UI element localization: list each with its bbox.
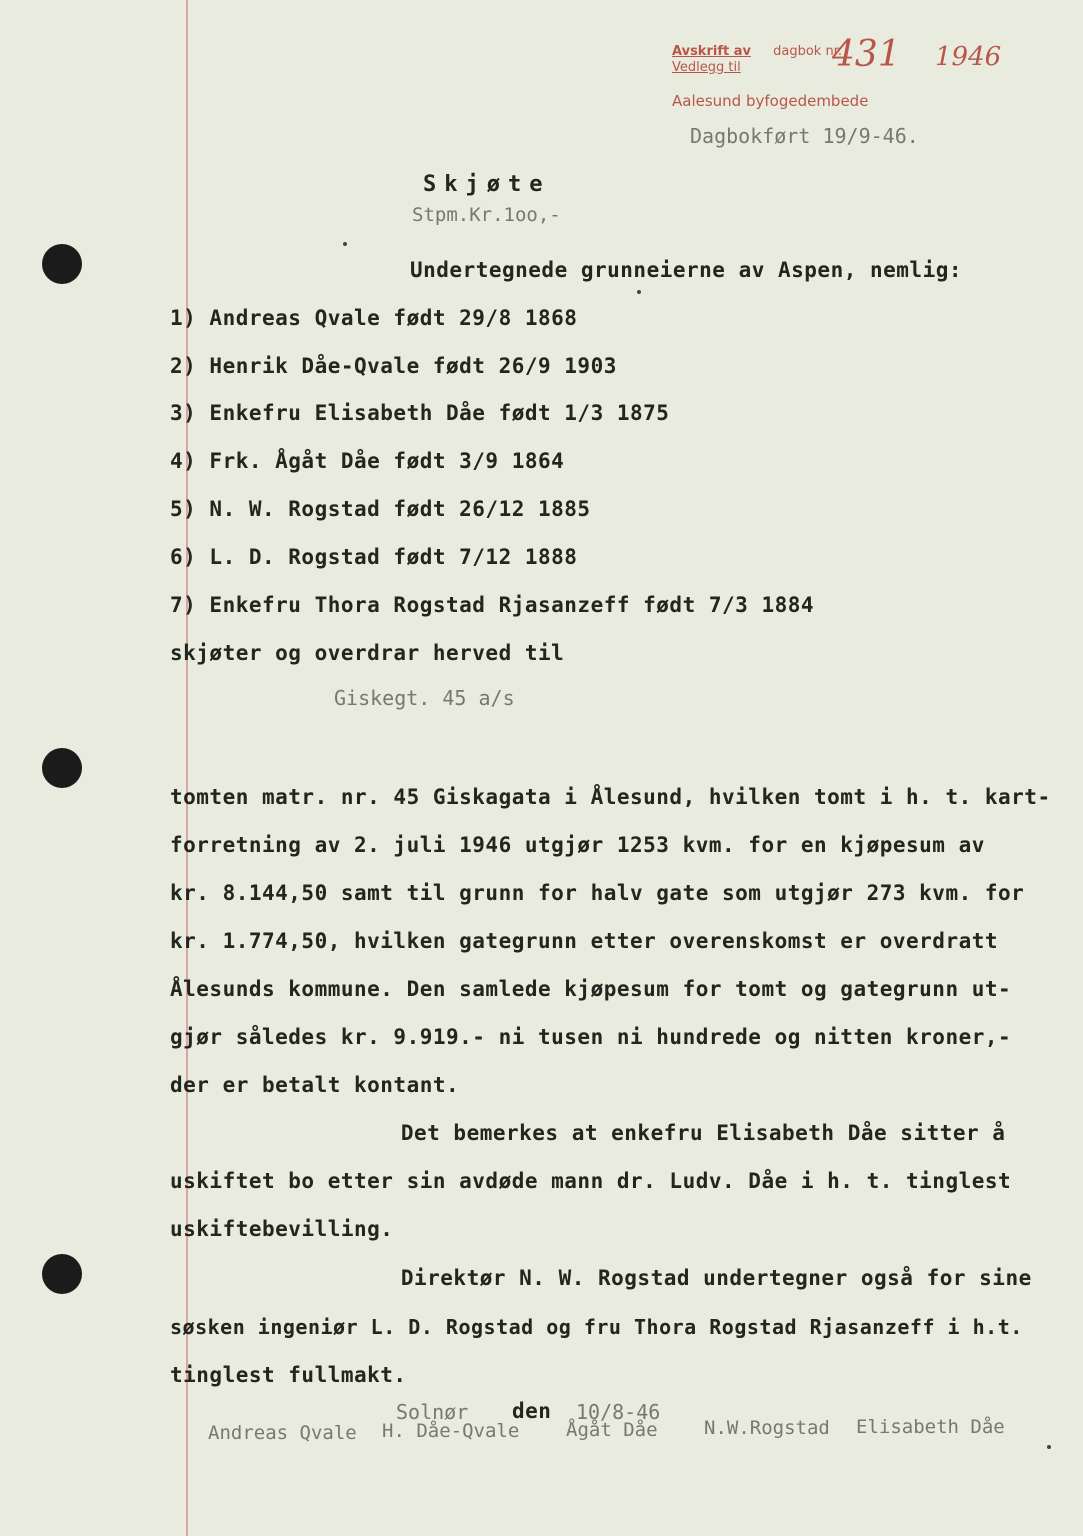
ink-speck [1047, 1445, 1051, 1449]
stamp-office: Aalesund byfogedembede [672, 92, 869, 110]
owner-line: 6) L. D. Rogstad født 7/12 1888 [170, 545, 578, 569]
owner-line: 7) Enkefru Thora Rogstad Rjasanzeff født 7/3 1884 [170, 593, 815, 617]
margin-line [186, 0, 188, 1536]
stamp-avskrift: Avskrift av [672, 44, 751, 59]
body-line: tinglest fullmakt. [170, 1363, 407, 1387]
body-line: Direktør N. W. Rogstad undertegner også for sine [322, 1266, 1032, 1290]
owner-line: 1) Andreas Qvale født 29/8 1868 [170, 306, 578, 330]
signature: N.W.Rogstad [704, 1417, 830, 1439]
punch-hole [42, 244, 82, 284]
body-line: kr. 8.144,50 samt til grunn for halv gate som utgjør 273 kvm. for [170, 881, 1025, 905]
body-line: tomten matr. nr. 45 Giskagata i Ålesund, hvilken tomt i h. t. kart- [170, 785, 1051, 809]
body-line: Ålesunds kommune. Den samlede kjøpesum for tomt og gategrunn ut- [170, 977, 1012, 1001]
punch-hole [42, 1254, 82, 1294]
dagbokfort-date: Dagbokført 19/9-46. [690, 124, 919, 148]
owner-line: 3) Enkefru Elisabeth Dåe født 1/3 1875 [170, 401, 670, 425]
body-line: uskiftebevilling. [170, 1217, 394, 1241]
transfer-line: skjøter og overdrar herved til [170, 641, 565, 665]
ink-speck [637, 290, 641, 294]
owner-line: 2) Henrik Dåe-Qvale født 26/9 1903 [170, 354, 617, 378]
signing-date: 10/8-46 [576, 1400, 661, 1424]
signature: H. Dåe-Qvale [382, 1420, 520, 1442]
stamp-duty: Stpm.Kr.1oo,- [412, 204, 561, 226]
signature: Ågåt Dåe [566, 1419, 658, 1441]
stamp-dagbok-number: 431 [832, 34, 901, 75]
punch-hole [42, 748, 82, 788]
body-line: kr. 1.774,50, hvilken gategrunn etter overenskomst er overdratt [170, 929, 999, 953]
den-label: den [512, 1399, 552, 1423]
buyer-name: Giskegt. 45 a/s [334, 686, 515, 710]
stamp-year: 1946 [935, 42, 1002, 72]
owner-line: 5) N. W. Rogstad født 26/12 1885 [170, 497, 591, 521]
body-line: Det bemerkes at enkefru Elisabeth Dåe sitter å [322, 1121, 1006, 1145]
document-title: Skjøte [423, 172, 551, 197]
ink-speck [343, 242, 347, 246]
body-line: uskiftet bo etter sin avdøde mann dr. Ludv. Dåe i h. t. tinglest [170, 1169, 1012, 1193]
signature: Andreas Qvale [208, 1422, 357, 1444]
body-line: forretning av 2. juli 1946 utgjør 1253 kvm. for en kjøpesum av [170, 833, 985, 857]
copy-stamp [672, 44, 842, 76]
body-line: der er betalt kontant. [170, 1073, 460, 1097]
stamp-vedlegg: Vedlegg til [672, 60, 741, 75]
signature: Elisabeth Dåe [856, 1416, 1005, 1438]
owner-line: 4) Frk. Ågåt Dåe født 3/9 1864 [170, 449, 565, 473]
stamp-dagbok-label: dagbok nr. [773, 44, 842, 59]
body-line: gjør således kr. 9.919.- ni tusen ni hundrede og nitten kroner,- [170, 1025, 1012, 1049]
body-line: søsken ingeniør L. D. Rogstad og fru Thora Rogstad Rjasanzeff i h.t. [170, 1315, 1023, 1339]
intro-line: Undertegnede grunneierne av Aspen, nemlig: [410, 258, 963, 282]
place: Solnør [396, 1400, 469, 1424]
